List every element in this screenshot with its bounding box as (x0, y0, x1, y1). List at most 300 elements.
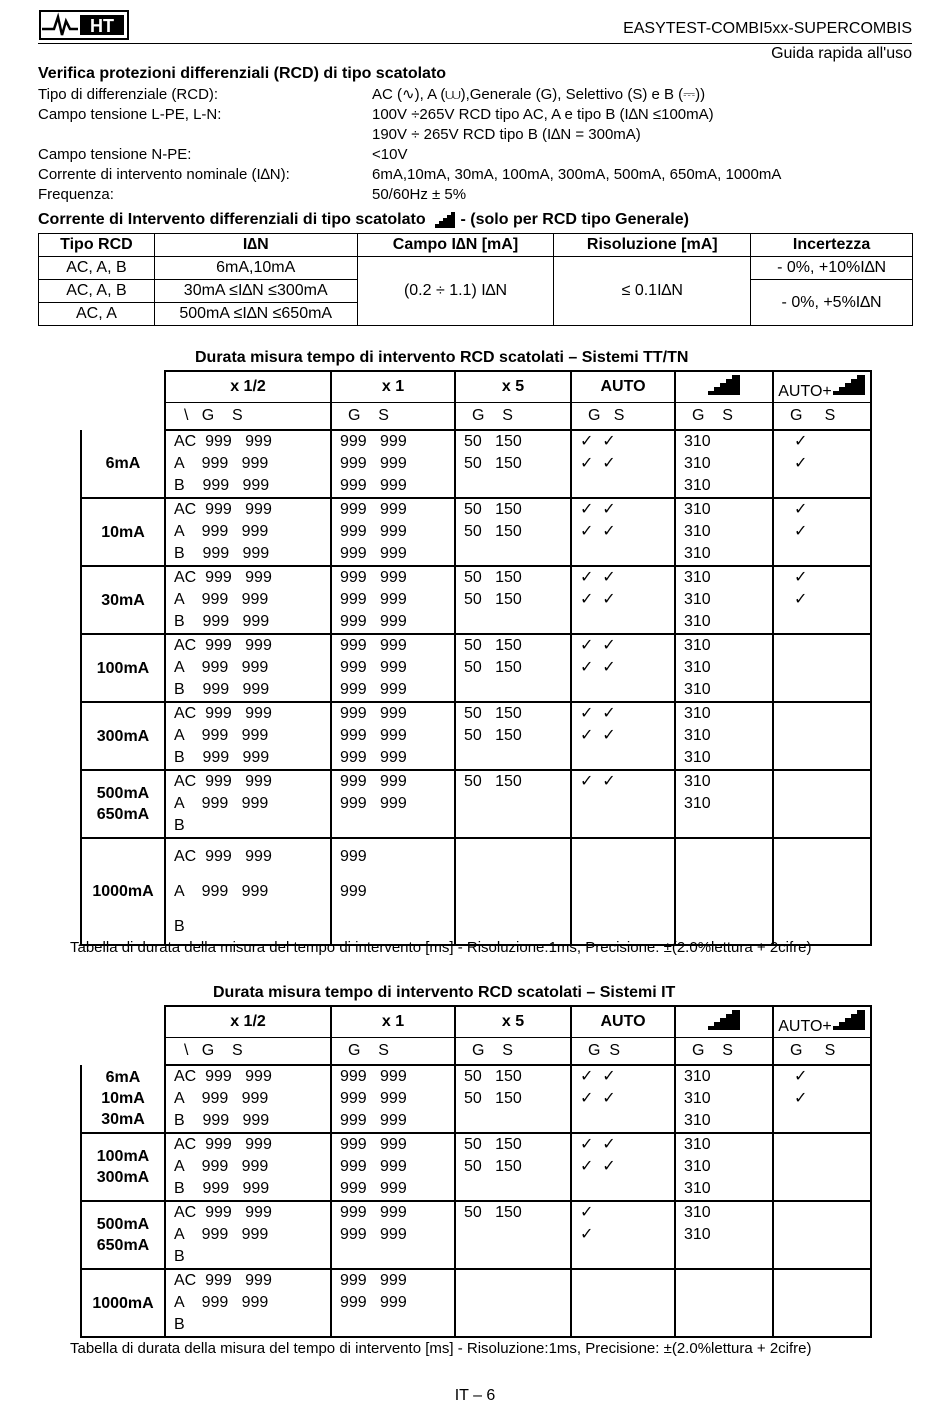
rcd-current-label: 6mA (81, 430, 165, 498)
ramp-icon (434, 211, 456, 229)
col-header (773, 1006, 871, 1038)
cell-value (774, 703, 870, 725)
cell-value: 310 (684, 501, 711, 518)
cell-c2 (331, 1201, 455, 1269)
cell-value: B 999 999 (174, 477, 270, 494)
ramp-icon (832, 1018, 866, 1035)
table-row (81, 838, 871, 945)
cell-value: 999 999 (340, 727, 407, 744)
cell-value (572, 1246, 674, 1268)
cell-value (774, 679, 870, 701)
cell-value: A 999 999 (174, 795, 269, 812)
cell-value: 310 (684, 727, 711, 744)
cell-c1 (165, 838, 331, 945)
cell-value: 50 150 (464, 591, 522, 608)
cell-value: AC 999 999 (174, 1272, 272, 1289)
cell-value: 310 (684, 1090, 711, 1107)
cell-c5 (675, 770, 773, 838)
cell-value: 310 (684, 1180, 711, 1197)
cell-value: 999 999 (340, 501, 407, 518)
cell-c3 (455, 838, 571, 945)
cell-value: A 999 999 (174, 1226, 269, 1243)
cell-value: 999 999 (340, 795, 407, 812)
cell-c2 (331, 430, 455, 498)
cell-value: B (174, 1316, 185, 1333)
logo-text: HT (90, 16, 114, 36)
intervento-title-a: Corrente di Intervento differenziali di tipo scatolato (38, 211, 426, 229)
cell-value: ✓ ✓ (580, 569, 616, 586)
cell-value: 50 150 (464, 569, 522, 586)
cell-value: B (174, 1248, 185, 1265)
cell-value: A 999 999 (174, 455, 269, 472)
gs-header: G S (455, 403, 571, 431)
cell-c6 (773, 838, 871, 945)
cell-idn: 500mA ≤I∆N ≤650mA (154, 303, 357, 326)
spec-value: <10V (372, 146, 408, 163)
cell-value (456, 611, 570, 633)
table-row (81, 634, 871, 702)
table-row (81, 498, 871, 566)
gs-header: G S (675, 1038, 773, 1066)
cell-tipo: AC, A, B (39, 257, 155, 280)
cell-value (456, 874, 570, 909)
cell-c5 (675, 1201, 773, 1269)
cell-value (774, 1246, 870, 1268)
cell-value (774, 815, 870, 837)
ramp-icon (704, 1018, 744, 1035)
cell-c6 (773, 1133, 871, 1201)
cell-value: 999 999 (340, 477, 407, 494)
cell-c2 (331, 1133, 455, 1201)
cell-value: ✓ ✓ (580, 705, 616, 722)
cell-value: 999 999 (340, 613, 407, 630)
cell-value (572, 475, 674, 497)
cell-c1 (165, 702, 331, 770)
cell-value: 50 150 (464, 455, 522, 472)
cell-value (774, 1314, 870, 1336)
cell-c5 (675, 838, 773, 945)
intervento-table (38, 233, 913, 326)
cell-value (676, 839, 772, 874)
cell-value: A 999 999 (174, 727, 269, 744)
cell-value: A 999 999 (174, 523, 269, 540)
cell-tipo: AC, A, B (39, 280, 155, 303)
cell-c6 (773, 1201, 871, 1269)
cell-value: ✓ ✓ (580, 455, 616, 472)
spec-value: AC (∿), A (⩊),Generale (G), Selettivo (S) e B (⎓)) (372, 86, 706, 103)
table-row (81, 1269, 871, 1337)
col-idn: I∆N (154, 234, 357, 257)
spec-label: Campo tensione N-PE: (38, 146, 192, 163)
cell-value (572, 874, 674, 909)
cell-value: 999 (340, 848, 367, 865)
cell-value: AC 999 999 (174, 501, 272, 518)
cell-c3 (455, 702, 571, 770)
cell-value (676, 874, 772, 909)
rcd-current-label: 300mA (81, 702, 165, 770)
cell-value (774, 475, 870, 497)
cell-value: 50 150 (464, 659, 522, 676)
cell-value: 50 150 (464, 1090, 522, 1107)
cell-c5 (675, 1065, 773, 1133)
ramp-icon (704, 383, 744, 400)
cell-c2 (331, 498, 455, 566)
cell-idn: 6mA,10mA (154, 257, 357, 280)
it-table-title: Durata misura tempo di intervento RCD scatolati – Sistemi IT (213, 984, 676, 1001)
cell-value: 999 999 (340, 1272, 407, 1289)
cell-value: A 999 999 (174, 659, 269, 676)
col-header (773, 371, 871, 403)
cell-value (774, 725, 870, 747)
cell-value: ✓ (794, 501, 808, 518)
col-header: AUTO (571, 371, 675, 403)
cell-value: 310 (684, 569, 711, 586)
cell-value (774, 1202, 870, 1224)
cell-value: 999 999 (340, 1090, 407, 1107)
cell-value (572, 1178, 674, 1200)
cell-c1 (165, 1133, 331, 1201)
spec-row (38, 185, 918, 205)
cell-c6 (773, 634, 871, 702)
cell-value: 999 999 (340, 1068, 407, 1085)
spec-row (38, 145, 918, 165)
cell-value (774, 793, 870, 815)
cell-risoluzione: ≤ 0.1I∆N (554, 257, 751, 326)
cell-c2 (331, 702, 455, 770)
cell-c2 (331, 634, 455, 702)
cell-c4 (571, 1065, 675, 1133)
cell-value: B 999 999 (174, 613, 270, 630)
cell-value (774, 874, 870, 909)
cell-value (456, 1224, 570, 1246)
spec-label: Corrente di intervento nominale (I∆N): (38, 166, 290, 183)
doc-subtitle: Guida rapida all'uso (771, 45, 912, 62)
cell-value: AC 999 999 (174, 848, 272, 865)
cell-value: ✓ ✓ (580, 1136, 616, 1153)
spec-row (38, 85, 918, 105)
cell-value: AC 999 999 (174, 773, 272, 790)
gs-header: G S (571, 403, 675, 431)
cell-value: 310 (684, 681, 711, 698)
cell-value: 999 999 (340, 1294, 407, 1311)
cell-value: B 999 999 (174, 1112, 270, 1129)
spec-title: Verifica protezioni differenziali (RCD) di tipo scatolato (38, 65, 447, 82)
tt-table-caption: Tabella di durata della misura del tempo di intervento [ms] - Risoluzione:1ms, Precisione: ±(2.0%lettura + 2cifre) (70, 939, 812, 956)
cell-value: 999 999 (340, 569, 407, 586)
cell-value: ✓ ✓ (580, 773, 616, 790)
cell-campo: (0.2 ÷ 1.1) I∆N (357, 257, 554, 326)
cell-value: 50 150 (464, 705, 522, 722)
cell-value (572, 747, 674, 769)
rcd-current-label: 1000mA (81, 838, 165, 945)
cell-value: 999 999 (340, 1136, 407, 1153)
cell-c1 (165, 430, 331, 498)
gs-header: G S (675, 403, 773, 431)
cell-value (332, 815, 454, 837)
cell-value: ✓ (794, 569, 808, 586)
col-header (675, 371, 773, 403)
cell-value (676, 815, 772, 837)
cell-value: AC 999 999 (174, 637, 272, 654)
cell-value (456, 679, 570, 701)
cell-value: 999 999 (340, 773, 407, 790)
rcd-current-label: 500mA 650mA (81, 1201, 165, 1269)
cell-value: 310 (684, 659, 711, 676)
cell-value: 310 (684, 1112, 711, 1129)
cell-value (676, 1292, 772, 1314)
cell-value (774, 1134, 870, 1156)
cell-value (332, 1314, 454, 1336)
cell-value: 999 999 (340, 523, 407, 540)
col-risoluzione: Risoluzione [mA] (554, 234, 751, 257)
rcd-current-label: 30mA (81, 566, 165, 634)
cell-c6 (773, 770, 871, 838)
cell-value: 310 (684, 1068, 711, 1085)
cell-value (572, 611, 674, 633)
cell-c1 (165, 1269, 331, 1337)
cell-value: 50 150 (464, 501, 522, 518)
spec-value: 50/60Hz ± 5% (372, 186, 467, 203)
cell-incertezza-1: - 0%, +10%I∆N (751, 257, 913, 280)
cell-c4 (571, 634, 675, 702)
cell-value: ✓ (794, 433, 808, 450)
cell-c1 (165, 770, 331, 838)
cell-value (572, 1270, 674, 1292)
cell-value: B 999 999 (174, 1180, 270, 1197)
cell-value: ✓ ✓ (580, 727, 616, 744)
cell-value (774, 747, 870, 769)
ht-logo (38, 7, 130, 41)
cell-value: 310 (684, 1158, 711, 1175)
cell-c4 (571, 430, 675, 498)
cell-value: 50 150 (464, 433, 522, 450)
cell-value: ✓ ✓ (580, 591, 616, 608)
col-header: x 1/2 (165, 371, 331, 403)
cell-idn: 30mA ≤I∆N ≤300mA (154, 280, 357, 303)
rcd-current-label: 1000mA (81, 1269, 165, 1337)
cell-value: B 999 999 (174, 545, 270, 562)
cell-value (456, 815, 570, 837)
cell-value: 50 150 (464, 1136, 522, 1153)
cell-value: ✓ ✓ (580, 1158, 616, 1175)
cell-c3 (455, 1133, 571, 1201)
cell-c3 (455, 566, 571, 634)
cell-c2 (331, 566, 455, 634)
cell-c1 (165, 634, 331, 702)
cell-value: 999 999 (340, 455, 407, 472)
spec-row (38, 125, 918, 145)
spec-value: 6mA,10mA, 30mA, 100mA, 300mA, 500mA, 650mA, 1000mA (372, 166, 782, 183)
cell-value: ✓ (794, 455, 808, 472)
spec-row (38, 165, 918, 185)
cell-value (456, 543, 570, 565)
page-number: IT – 6 (454, 1387, 496, 1404)
cell-value: ✓ ✓ (580, 433, 616, 450)
tt-durata-table (80, 370, 872, 946)
cell-value: 50 150 (464, 1204, 522, 1221)
col-header: x 5 (455, 371, 571, 403)
cell-value: A 999 999 (174, 883, 269, 900)
cell-value (572, 543, 674, 565)
cell-value: 999 999 (340, 637, 407, 654)
cell-c4 (571, 498, 675, 566)
spec-label: Campo tensione L-PE, L-N: (38, 106, 222, 123)
cell-c5 (675, 430, 773, 498)
cell-value: ✓ ✓ (580, 1068, 616, 1085)
header-divider (38, 43, 912, 44)
cell-value: ✓ (580, 1204, 594, 1221)
cell-value: B 999 999 (174, 681, 270, 698)
cell-c4 (571, 770, 675, 838)
cell-value (572, 1314, 674, 1336)
table-row (81, 770, 871, 838)
cell-value: 310 (684, 545, 711, 562)
auto-plus-label: AUTO+ (778, 1017, 832, 1035)
cell-value: 310 (684, 1204, 711, 1221)
gs-header: G S (455, 1038, 571, 1066)
cell-value: 50 150 (464, 1068, 522, 1085)
cell-c5 (675, 566, 773, 634)
intervento-title (38, 211, 689, 229)
cell-value: 310 (684, 613, 711, 630)
cell-c3 (455, 634, 571, 702)
cell-value (774, 771, 870, 793)
cell-c3 (455, 770, 571, 838)
cell-value: 310 (684, 1136, 711, 1153)
cell-c3 (455, 430, 571, 498)
cell-value (456, 1270, 570, 1292)
cell-c4 (571, 566, 675, 634)
cell-value (774, 839, 870, 874)
cell-value (774, 1224, 870, 1246)
cell-value (676, 1314, 772, 1336)
cell-value: AC 999 999 (174, 569, 272, 586)
cell-c1 (165, 1065, 331, 1133)
table-row (81, 1201, 871, 1269)
cell-c4 (571, 1133, 675, 1201)
cell-c1 (165, 566, 331, 634)
rcd-current-label: 100mA 300mA (81, 1133, 165, 1201)
cell-value: 999 999 (340, 749, 407, 766)
cell-value: 310 (684, 637, 711, 654)
cell-c6 (773, 702, 871, 770)
cell-value: ✓ (794, 1068, 808, 1085)
cell-c5 (675, 498, 773, 566)
cell-value: ✓ ✓ (580, 659, 616, 676)
col-header: AUTO (571, 1006, 675, 1038)
table-row (81, 430, 871, 498)
cell-value: 310 (684, 455, 711, 472)
rcd-current-label: 10mA (81, 498, 165, 566)
cell-value (456, 793, 570, 815)
gs-header: G S (331, 1038, 455, 1066)
cell-value (774, 1110, 870, 1132)
gs-header: G S (331, 403, 455, 431)
cell-value (456, 475, 570, 497)
cell-value: 310 (684, 591, 711, 608)
cell-value: ✓ (794, 591, 808, 608)
cell-value: AC 999 999 (174, 1136, 272, 1153)
cell-value: 50 150 (464, 523, 522, 540)
cell-value: 999 999 (340, 591, 407, 608)
cell-incertezza-2: - 0%, +5%I∆N (751, 280, 913, 326)
cell-value: 999 999 (340, 659, 407, 676)
it-table-caption: Tabella di durata della misura del tempo di intervento [ms] - Risoluzione:1ms, Precisione: ±(2.0%lettura + 2cifre) (70, 1340, 812, 1357)
cell-c4 (571, 838, 675, 945)
cell-value (332, 1246, 454, 1268)
cell-c5 (675, 702, 773, 770)
gs-header: \ G S (165, 403, 331, 431)
spec-label: Tipo di differenziale (RCD): (38, 86, 219, 103)
ramp-icon (832, 383, 866, 400)
cell-value (572, 679, 674, 701)
cell-value (676, 1270, 772, 1292)
col-incertezza: Incertezza (751, 234, 913, 257)
auto-plus-label: AUTO+ (778, 382, 832, 400)
cell-value: A 999 999 (174, 591, 269, 608)
table-row (81, 1065, 871, 1133)
cell-value: ✓ ✓ (580, 1090, 616, 1107)
cell-value: A 999 999 (174, 1294, 269, 1311)
cell-c2 (331, 1065, 455, 1133)
cell-value: AC 999 999 (174, 1204, 272, 1221)
cell-c4 (571, 1269, 675, 1337)
cell-value: 50 150 (464, 727, 522, 744)
cell-value (456, 839, 570, 874)
cell-value: ✓ (794, 523, 808, 540)
cell-value: 999 999 (340, 681, 407, 698)
gs-header: G S (571, 1038, 675, 1066)
cell-c1 (165, 498, 331, 566)
cell-value: 999 999 (340, 1158, 407, 1175)
col-header: x 1/2 (165, 1006, 331, 1038)
cell-value: 310 (684, 705, 711, 722)
cell-value (774, 657, 870, 679)
cell-value: 999 999 (340, 1226, 407, 1243)
col-header (675, 1006, 773, 1038)
cell-value: ✓ ✓ (580, 501, 616, 518)
table-row (81, 702, 871, 770)
cell-value (774, 1292, 870, 1314)
cell-value (456, 1292, 570, 1314)
cell-value: 999 999 (340, 705, 407, 722)
cell-value: 310 (684, 749, 711, 766)
gs-header: \ G S (165, 1038, 331, 1066)
tt-table-title: Durata misura tempo di intervento RCD scatolati – Sistemi TT/TN (195, 349, 689, 366)
cell-value: 50 150 (464, 637, 522, 654)
cell-value: 310 (684, 795, 711, 812)
cell-value (456, 1246, 570, 1268)
cell-c5 (675, 634, 773, 702)
cell-value: AC 999 999 (174, 433, 272, 450)
cell-c3 (455, 1065, 571, 1133)
cell-value (572, 1292, 674, 1314)
cell-c1 (165, 1201, 331, 1269)
cell-value (572, 1110, 674, 1132)
cell-value (456, 747, 570, 769)
gs-header: G S (773, 1038, 871, 1066)
cell-value (774, 1156, 870, 1178)
cell-c4 (571, 1201, 675, 1269)
cell-value (774, 611, 870, 633)
table-row (81, 566, 871, 634)
table-row (81, 1133, 871, 1201)
cell-value: 999 (340, 883, 367, 900)
cell-value: 310 (684, 433, 711, 450)
cell-c6 (773, 1065, 871, 1133)
spec-value: 190V ÷ 265V RCD tipo B (I∆N = 300mA) (372, 126, 641, 143)
cell-value: 310 (684, 1226, 711, 1243)
